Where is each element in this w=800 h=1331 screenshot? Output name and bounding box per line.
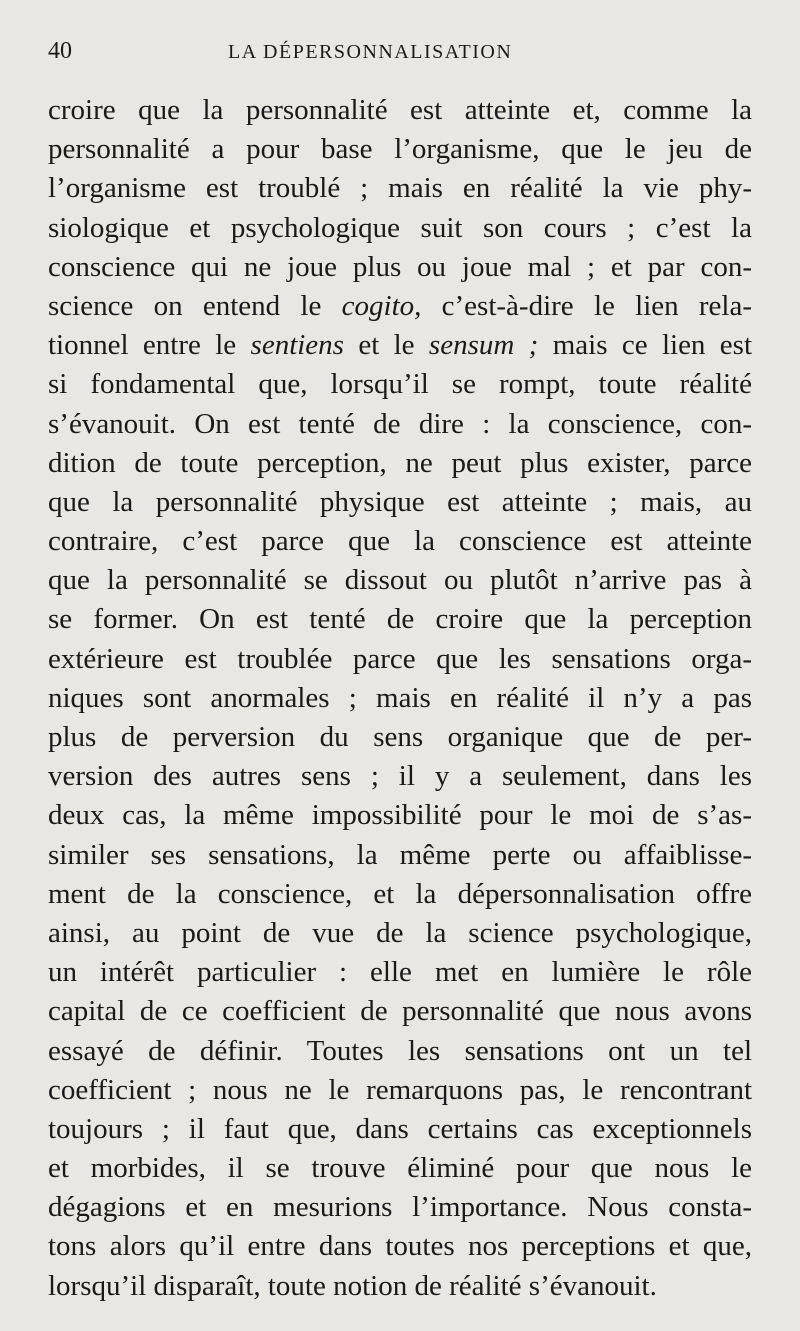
text-line — [48, 1227, 752, 1266]
text-line — [48, 365, 752, 404]
text-segment: tons alors qu’il entre dans toutes nos perceptions et que, — [48, 1230, 752, 1263]
text-line — [48, 483, 752, 522]
text-segment: et morbides, il se trouve éliminé pour que nous le — [48, 1152, 752, 1185]
text-segment: dition de toute perception, ne peut plus exister, parce — [48, 446, 752, 479]
text-line — [48, 405, 752, 444]
text-segment: toujours ; il faut que, dans certains cas exceptionnels — [48, 1112, 752, 1145]
text-segment: niques sont anormales ; mais en réalité il n’y a pas — [48, 681, 752, 714]
text-line — [48, 1110, 752, 1149]
text-line — [48, 600, 752, 639]
text-segment: croire que la personnalité est atteinte et, comme la — [48, 94, 752, 126]
text-segment: version des autres sens ; il y a seulement, dans les — [48, 760, 752, 793]
page-header — [48, 38, 752, 72]
text-line — [48, 561, 752, 600]
text-segment: ment de la conscience, et la dépersonnalisation offre — [48, 877, 752, 910]
text-segment: se former. On est tenté de croire que la perception — [48, 603, 752, 636]
text-segment: ainsi, au point de vue de la science psychologique, — [48, 916, 752, 949]
text-segment: science on entend le — [48, 289, 342, 322]
text-segment: mais ce lien est — [538, 329, 752, 362]
text-line — [48, 130, 752, 169]
text-line — [48, 796, 752, 835]
text-line — [48, 1267, 752, 1306]
text-segment: coefficient ; nous ne le remarquons pas, le rencontrant — [48, 1073, 752, 1106]
text-line — [48, 326, 752, 365]
text-line — [48, 1188, 752, 1227]
text-line — [48, 718, 752, 757]
text-segment: capital de ce coefficient de personnalité que nous avons — [48, 995, 752, 1028]
text-segment: deux cas, la même impossibilité pour le moi de s’as- — [48, 799, 752, 832]
text-line — [48, 522, 752, 561]
text-segment: c’est-à-dire le lien rela- — [421, 289, 752, 322]
text-line — [48, 992, 752, 1031]
running-title: LA DÉPERSONNALISATION — [228, 41, 513, 63]
text-line — [48, 836, 752, 875]
text-segment: personnalité a pour base l’organisme, que le jeu de — [48, 133, 752, 166]
text-line — [48, 757, 752, 796]
text-segment: contraire, c’est parce que la conscience est atteinte — [48, 525, 752, 558]
text-line — [48, 875, 752, 914]
text-line — [48, 248, 752, 287]
italic-term: sensum ; — [428, 329, 539, 362]
text-segment: s’évanouit. On est tenté de dire : la conscience, con- — [48, 407, 752, 440]
text-line — [48, 953, 752, 992]
text-line — [48, 209, 752, 248]
text-segment: tionnel entre le — [48, 329, 251, 362]
text-segment: lorsqu’il disparaît, toute notion de réalité s’évanouit. — [48, 1269, 657, 1302]
text-segment: extérieure est troublée parce que les sensations orga- — [48, 642, 752, 675]
text-line — [48, 444, 752, 483]
text-segment: que la personnalité physique est atteinte ; mais, au — [48, 485, 752, 518]
text-line — [48, 169, 752, 208]
text-line — [48, 91, 752, 130]
text-segment: siologique et psychologique suit son cours ; c’est la — [48, 211, 752, 244]
text-line — [48, 1149, 752, 1188]
page-number: 40 — [48, 38, 72, 64]
text-line — [48, 287, 752, 326]
text-segment: et le — [343, 329, 429, 362]
text-segment: conscience qui ne joue plus ou joue mal ; et par con- — [48, 250, 752, 283]
text-line — [48, 679, 752, 718]
text-segment: dégagions et en mesurions l’importance. Nous consta- — [48, 1191, 752, 1224]
text-segment: l’organisme est troublé ; mais en réalité la vie phy- — [48, 172, 752, 205]
text-line — [48, 914, 752, 953]
body-text — [48, 91, 752, 1306]
italic-term: sentiens — [250, 329, 344, 362]
text-segment: si fondamental que, lorsqu’il se rompt, toute réalité — [48, 368, 752, 401]
italic-term: cogito, — [341, 289, 422, 322]
text-segment: similer ses sensations, la même perte ou affaiblisse- — [48, 838, 752, 871]
text-line — [48, 1071, 752, 1110]
text-segment: un intérêt particulier : elle met en lumière le rôle — [48, 956, 752, 989]
text-segment: que la personnalité se dissout ou plutôt n’arrive pas à — [48, 564, 752, 597]
text-line — [48, 640, 752, 679]
text-segment: plus de perversion du sens organique que de per- — [48, 721, 752, 753]
text-line — [48, 1032, 752, 1071]
text-segment: essayé de définir. Toutes les sensations ont un tel — [48, 1034, 752, 1067]
